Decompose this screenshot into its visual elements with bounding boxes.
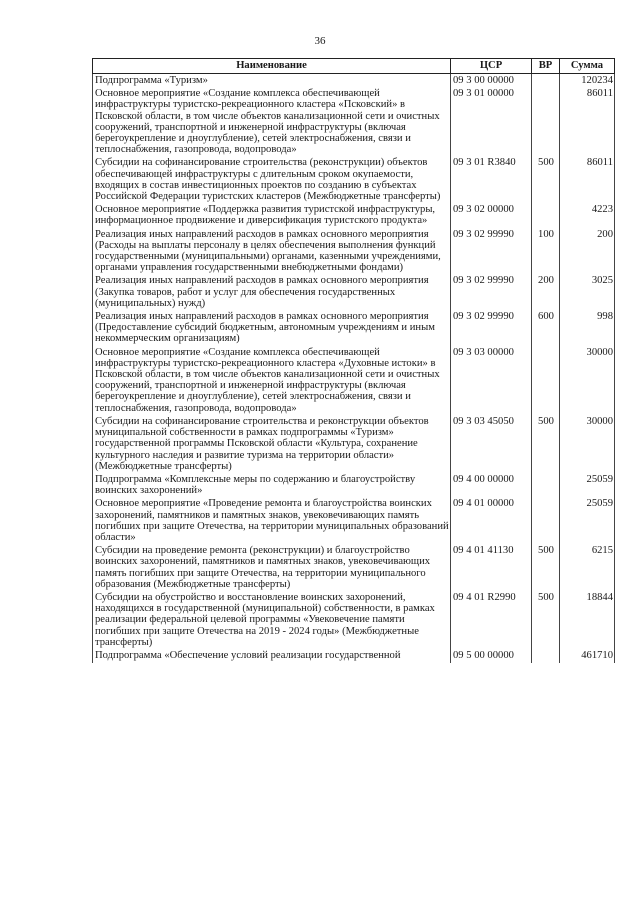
page-number: 36	[314, 35, 326, 47]
row-vr: 200	[532, 275, 560, 311]
row-vr	[532, 347, 560, 416]
header-vr: ВР	[532, 59, 560, 74]
table-row	[93, 157, 615, 204]
row-name: Реализация иных направлений расходов в рамках основного мероприятия (Предоставление субсидий бюджетным, автономным учреждениям и иным некоммерческим организациям)	[93, 311, 451, 347]
table-row	[93, 650, 615, 663]
row-sum: 30000	[560, 347, 615, 416]
row-name: Основное мероприятие «Поддержка развития туристской инфраструктуры, информационное продвижение и диверсификация туристского продукта»	[93, 204, 451, 228]
header-name: Наименование	[93, 59, 451, 74]
row-sum: 120234	[560, 74, 615, 89]
row-sum: 86011	[560, 88, 615, 157]
row-sum: 4223	[560, 204, 615, 228]
row-csr: 09 3 02 99990	[451, 275, 532, 311]
row-vr	[532, 498, 560, 545]
table-row	[93, 311, 615, 347]
row-sum: 6215	[560, 545, 615, 592]
row-csr: 09 3 01 00000	[451, 88, 532, 157]
budget-table	[92, 58, 615, 663]
row-csr: 09 4 00 00000	[451, 474, 532, 498]
header-csr: ЦСР	[451, 59, 532, 74]
row-sum: 30000	[560, 416, 615, 474]
row-sum: 25059	[560, 474, 615, 498]
row-csr: 09 4 01 R2990	[451, 592, 532, 650]
row-sum: 25059	[560, 498, 615, 545]
row-name: Субсидии на софинансирование строительства (реконструкции) объектов обеспечивающей инфраструктуры с длительным сроком окупаемости, входящих в состав инвестиционных проектов по созданию в субъектах Российской Федерации туристских кластеров (Межбюджетные трансферты)	[93, 157, 451, 204]
table-row	[93, 545, 615, 592]
row-vr	[532, 74, 560, 89]
row-sum: 3025	[560, 275, 615, 311]
row-csr: 09 3 01 R3840	[451, 157, 532, 204]
table-row	[93, 474, 615, 498]
table-row	[93, 347, 615, 416]
table-row	[93, 498, 615, 545]
table-row	[93, 74, 615, 89]
row-csr: 09 3 00 00000	[451, 74, 532, 89]
row-name: Подпрограмма «Обеспечение условий реализации государственной	[93, 650, 451, 663]
row-vr: 500	[532, 416, 560, 474]
row-sum: 86011	[560, 157, 615, 204]
row-name: Подпрограмма «Туризм»	[93, 74, 451, 89]
row-csr: 09 3 03 45050	[451, 416, 532, 474]
row-sum: 998	[560, 311, 615, 347]
table-header-row	[93, 59, 615, 74]
row-name: Подпрограмма «Комплексные меры по содержанию и благоустройству воинских захоронений»	[93, 474, 451, 498]
row-csr: 09 5 00 00000	[451, 650, 532, 663]
table-row	[93, 275, 615, 311]
row-name: Субсидии на проведение ремонта (реконструкции) и благоустройство воинских захоронений, памятников и памятных знаков, увековечивающих память погибших при защите Отечества, на территории муниципального образования (Межбюджетные трансферты)	[93, 545, 451, 592]
row-vr	[532, 88, 560, 157]
row-name: Субсидии на софинансирование строительства и реконструкции объектов муниципальной собственности в рамках подпрограммы «Туризм» государственной программы Псковской области «Культура, сохранение культурного наследия и развитие туризма на территории области» (Межбюджетные трансферты)	[93, 416, 451, 474]
table-row	[93, 88, 615, 157]
row-name: Реализация иных направлений расходов в рамках основного мероприятия (Закупка товаров, работ и услуг для обеспечения государственных (муниципальных) нужд)	[93, 275, 451, 311]
row-csr: 09 3 02 99990	[451, 311, 532, 347]
row-sum: 200	[560, 229, 615, 276]
header-sum: Сумма	[560, 59, 615, 74]
row-name: Субсидии на обустройство и восстановление воинских захоронений, находящихся в государственной (муниципальной) собственности, в рамках реализации федеральной целевой программы «Увековечение памяти погибших при защите Отечества на 2019 - 2024 годы» (Межбюджетные трансферты)	[93, 592, 451, 650]
row-name: Основное мероприятие «Проведение ремонта и благоустройства воинских захоронений, памятников и памятных знаков, увековечивающих память погибших при защите Отечества, на территории муниципальных образований области»	[93, 498, 451, 545]
row-vr: 100	[532, 229, 560, 276]
row-vr: 500	[532, 545, 560, 592]
row-sum: 461710	[560, 650, 615, 663]
row-vr: 500	[532, 592, 560, 650]
row-vr: 600	[532, 311, 560, 347]
table-row	[93, 229, 615, 276]
row-csr: 09 3 03 00000	[451, 347, 532, 416]
row-name: Основное мероприятие «Создание комплекса обеспечивающей инфраструктуры туристско-рекреационного кластера «Псковский» в Псковской области, в том числе объектов канализационной сети и очистных сооружений, транспортной и инженерной инфраструктуры (включая берегоукрепление и дноуглубление), сетей электроснабжения, связи и теплоснабжения, газопровода, водопровода»	[93, 88, 451, 157]
row-vr	[532, 204, 560, 228]
row-vr: 500	[532, 157, 560, 204]
table-row	[93, 416, 615, 474]
table-row	[93, 592, 615, 650]
row-csr: 09 4 01 41130	[451, 545, 532, 592]
row-name: Реализация иных направлений расходов в рамках основного мероприятия (Расходы на выплаты персоналу в целях обеспечения выполнения функций государственными (муниципальными) органами, казенными учреждениями, органами управления государственными внебюджетными фондами)	[93, 229, 451, 276]
row-name: Основное мероприятие «Создание комплекса обеспечивающей инфраструктуры туристско-рекреационного кластера «Духовные истоки» в Псковской области, в том числе объектов канализационной сети и очистных сооружений, транспортной и инженерной инфраструктуры (включая берегоукрепление и дноуглубление), сетей электроснабжения, связи и теплоснабжения, газопровода, водопровода»	[93, 347, 451, 416]
table-row	[93, 204, 615, 228]
row-vr	[532, 650, 560, 663]
row-sum: 18844	[560, 592, 615, 650]
row-csr: 09 3 02 99990	[451, 229, 532, 276]
row-csr: 09 3 02 00000	[451, 204, 532, 228]
row-vr	[532, 474, 560, 498]
row-csr: 09 4 01 00000	[451, 498, 532, 545]
